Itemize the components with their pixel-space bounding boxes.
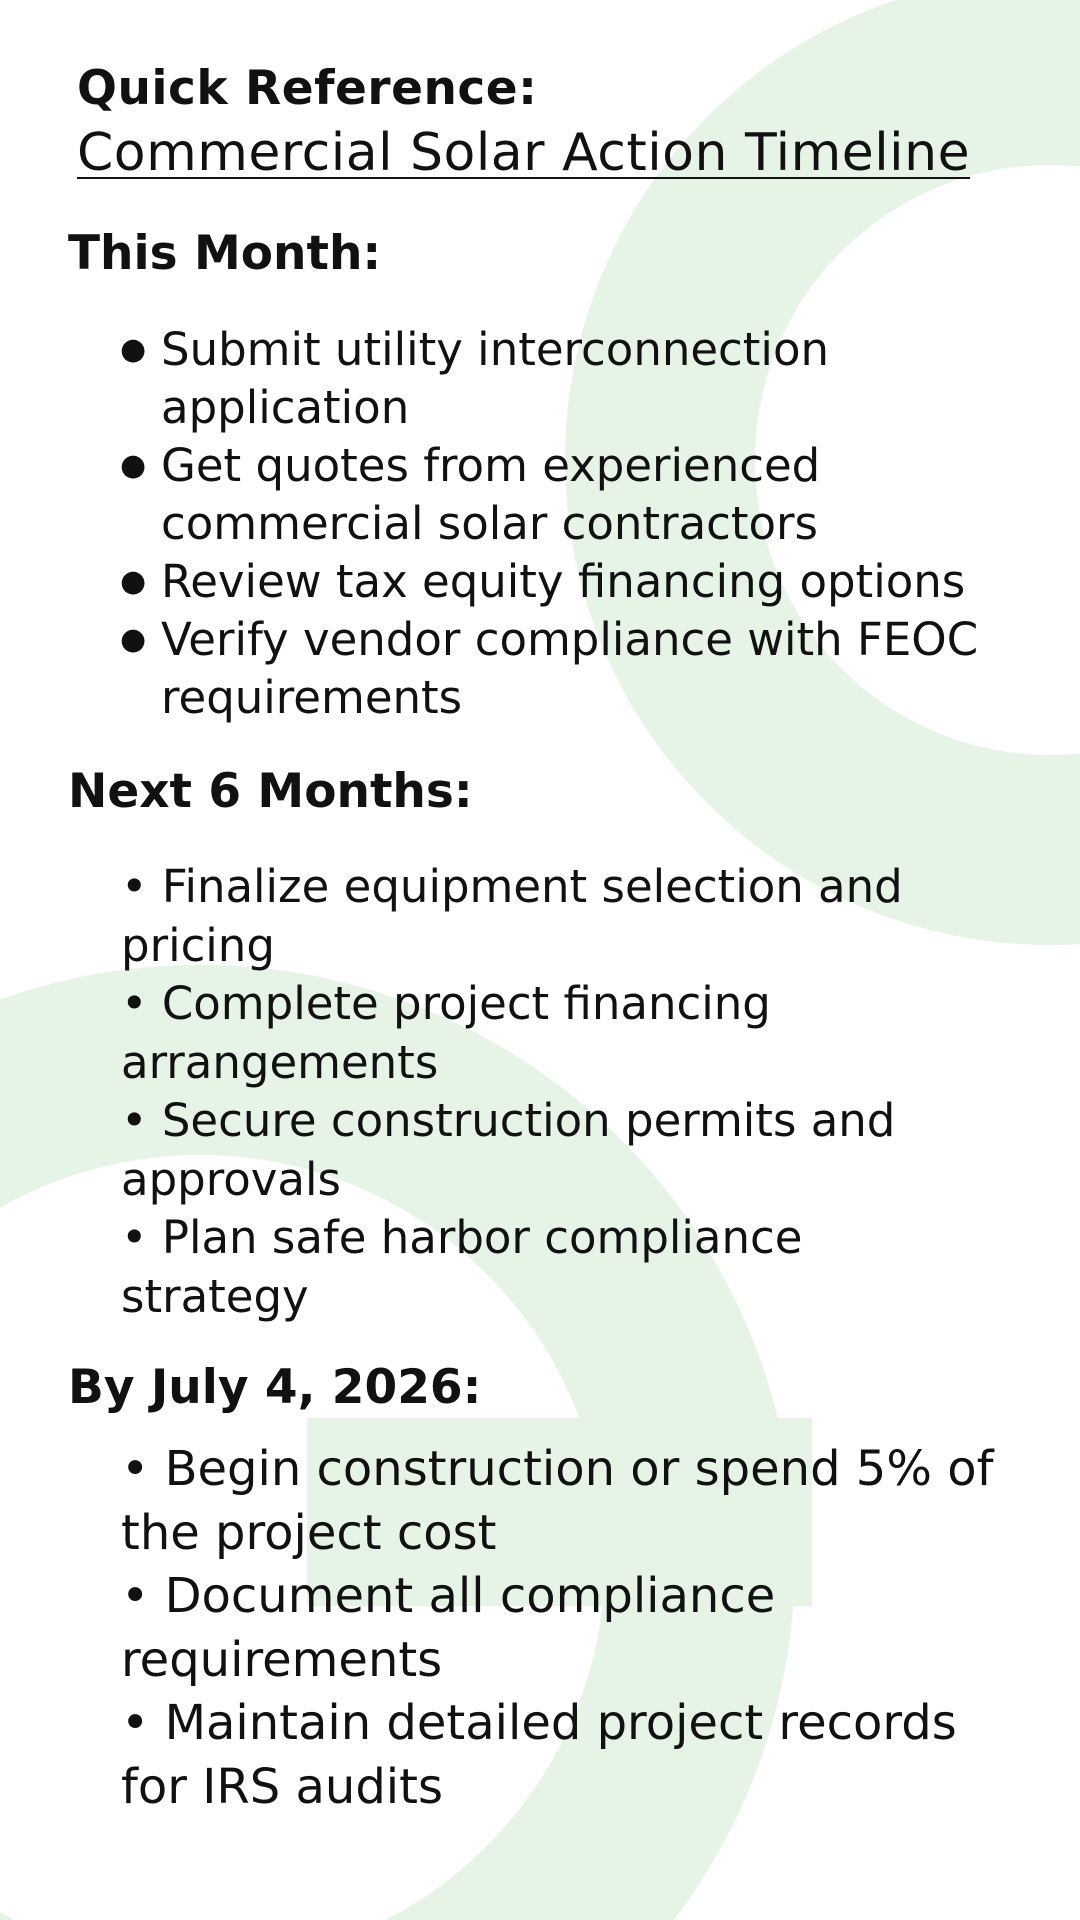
this-month-list xyxy=(120,321,1020,727)
list-item: • Finalize equipment selection and pricing xyxy=(121,860,903,972)
list-item: • Maintain detailed project records for IRS audits xyxy=(121,1695,957,1815)
bullet-icon: ● xyxy=(120,622,147,657)
list-item-text: Verify vendor compliance with FEOC requirements xyxy=(161,613,979,724)
list-item-text: Review tax equity financing options xyxy=(161,555,966,608)
list-item: • Secure construction permits and approvals xyxy=(121,1094,896,1206)
bullet-icon: ● xyxy=(120,448,147,483)
title-block xyxy=(77,58,1037,186)
list-item xyxy=(120,437,1020,553)
bullet-icon: ● xyxy=(120,564,147,599)
list-item: • Complete project financing arrangements xyxy=(121,977,771,1089)
section-heading-next-6-months: Next 6 Months: xyxy=(68,764,473,819)
list-item: • Plan safe harbor compliance strategy xyxy=(121,1211,803,1323)
list-item xyxy=(120,611,1020,727)
list-item xyxy=(120,553,1020,611)
next-6-months-list xyxy=(121,858,1001,1326)
section-heading-this-month: This Month: xyxy=(68,226,382,281)
page-title: Commercial Solar Action Timeline xyxy=(77,123,971,183)
list-item: • Document all compliance requirements xyxy=(121,1568,776,1688)
list-item xyxy=(120,321,1020,437)
list-item-text: Submit utility interconnection application xyxy=(161,323,829,434)
list-item: • Begin construction or spend 5% of the project cost xyxy=(121,1441,994,1561)
title-label: Quick Reference: xyxy=(77,61,538,116)
list-item-text: Get quotes from experienced commercial solar contractors xyxy=(161,439,821,550)
by-july-4-2026-list xyxy=(121,1438,1001,1819)
bullet-icon: ● xyxy=(120,332,147,367)
section-heading-by-july-4-2026: By July 4, 2026: xyxy=(68,1360,482,1415)
